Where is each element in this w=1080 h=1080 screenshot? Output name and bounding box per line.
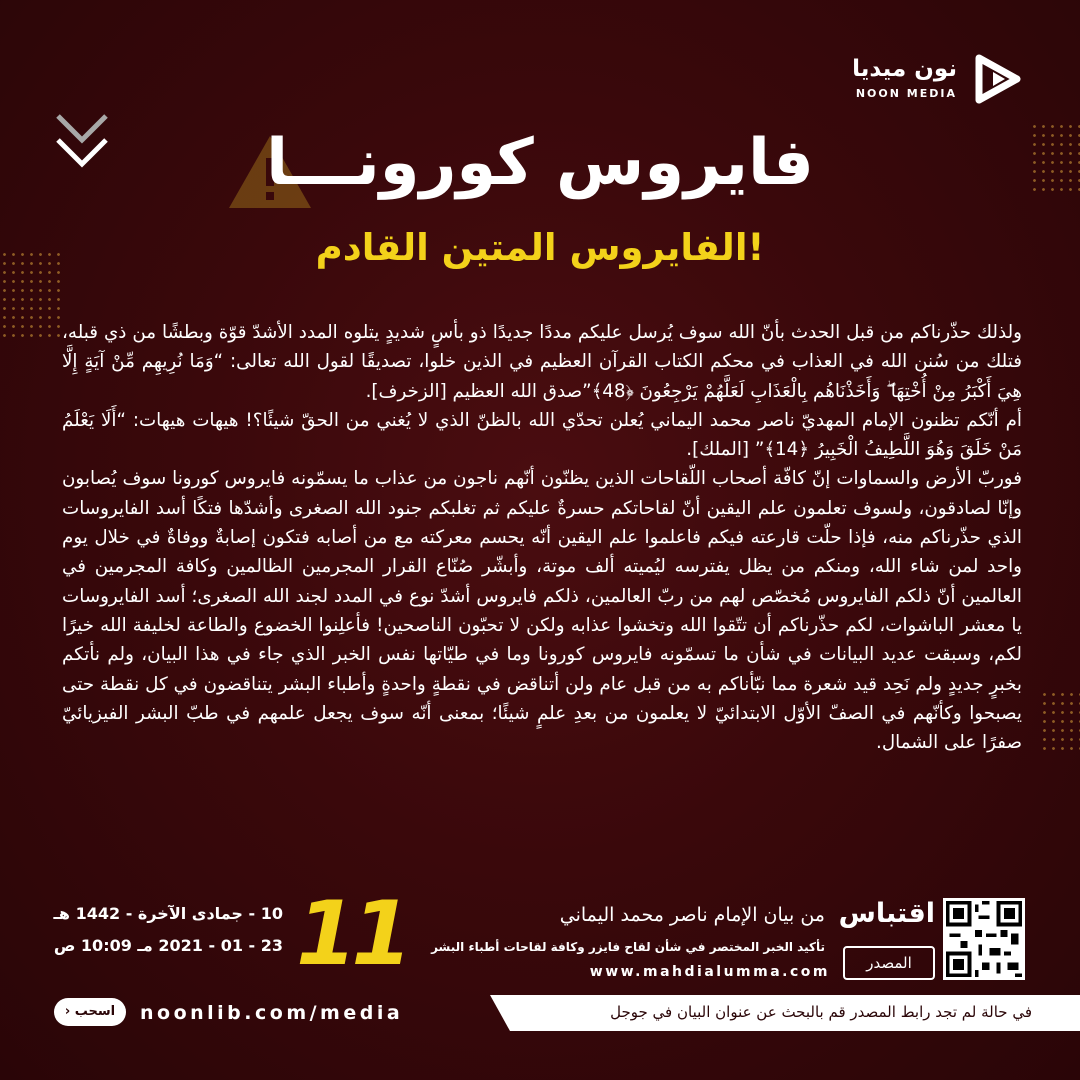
play-logo-icon	[971, 52, 1025, 106]
brand-name-en: NOON MEDIA	[855, 87, 957, 100]
quote-detail: تأكيد الخبر المختصر في شأن لقاح فايزر وكافة لقاحات أطباء البشر	[431, 940, 825, 954]
page-subtitle: الفايروس المتين القادم!	[315, 226, 765, 269]
paragraph: فوربّ الأرض والسماوات إنّ كافّة أصحاب اللّقاحات الذين يظنّون أنّهم ناجون من عذاب ما يسمّونه فايروس كورونا سوف يُصابون وإنّا لصادقون، ولسوف تعلمون علم اليقين أنّ لقاحاتكم حسرةٌ عليكم ثم تغلبكم جنود الله الصغرى وأشدّها فتكًا أسد الفايروسات الذي حذّرناكم منه، فإذا حلّت قارعته فيكم فاعلموا علم اليقين أنّه يحسم معركته مع من أصابه فتكون إصابةٌ ووفاةٌ في خلال يوم واحد لمن شاء الله، ومنكم من يظل يفترسه ليُميته ألف موتة، وأبشّر صُنّاع القرار المجرمين الظالمين وكافة المجرمين في العالمين أنّ ذلكم الفايروس مُخصّص لهم من ربّ العالمين، ذلكم فايروس أشدّ نوع في المدد لجند الله الصغرى؛ أسد الفايروسات يا معشر الباشوات، لكم حذّرناكم أن تتّقوا الله وتخشوا عذابه ولكن لا تحبّون الناصحين! فأعلِنوا الخضوع والطاعة لخليفة الله خيرًا لكم، وسبقت عديد البيانات في شأن ما تسمّونه فايروس كورونا وما في طيّاتها نفس الخبر الذي جاء في هذا البيان، ولم نأتكم بخبرٍ جديدٍ ولم نَحِد قيد شعرة مما نبّأناكم به من قبل عام ولن أتناقض في نقطةٍ واحدةٍ وأطباء البشر يتناقضون في كل نقطة حتى يصبحوا وكأنّهم في الصفّ الأوّل الابتدائيّ لا يعلمون من بعدِ علمٍ شيئًا؛ بمعنى أنّه سوف يجعل علمهم في طبّ البشر الفيزيائيّ صفرًا على الشمال.	[62, 468, 1022, 754]
notice-text: في حالة لم تجد رابط المصدر قم بالبحث عن عنوان البيان في جوجل	[610, 1003, 1032, 1021]
notice-bar	[0, 995, 1080, 1031]
chevron-right-icon: ›	[64, 1004, 71, 1019]
qr-code[interactable]	[943, 898, 1025, 980]
statement-body	[62, 318, 1022, 757]
date-gregorian: 23 - 01 - 2021 مـ 10:09 ص	[53, 936, 283, 955]
date-hijri: 10 - جمادى الآخرة - 1442 هـ	[53, 904, 283, 923]
issue-number: 11	[296, 882, 407, 985]
source-button[interactable]: المصدر	[843, 946, 935, 980]
site-link[interactable]: noonlib.com/media	[140, 1002, 404, 1024]
source-url[interactable]: www.mahdialumma.com	[589, 964, 830, 980]
swipe-label: اسحب	[74, 1004, 116, 1019]
brand-name-ar: نون ميديا	[852, 56, 957, 82]
quote-source: من بيان الإمام ناصر محمد اليماني	[559, 904, 825, 926]
page-title: فايروس كورونـــا	[266, 126, 814, 200]
paragraph: ولذلك حذّرناكم من قبل الحدث بأنّ الله سوف يُرسل عليكم مددًا جديدًا ذو بأسٍ شديدٍ يتلوه المدد الأشدّ قوّة وبطشًا من ذي قبله، فتلك من سُنن الله في العذاب في محكم الكتاب القرآن العظيم في الذين خلوا، تصديقًا لقول الله تعالى: “وَمَا نُرِيهِم مِّنْ آيَةٍ إِلَّا هِيَ أَكْبَرُ مِنْ أُخْتِهَا ۖ وَأَخَذْنَاهُم بِالْعَذَابِ لَعَلَّهُمْ يَرْجِعُونَ ﴿48﴾”صدق الله العظيم [الزخرف].	[62, 322, 1022, 402]
quote-label: اقتباس	[838, 898, 935, 929]
dots-decoration	[1040, 690, 1080, 750]
brand	[852, 52, 1025, 106]
paragraph: أم أنّكم تظنون الإمام المهديّ ناصر محمد اليماني يُعلن تحدّي الله بالظنّ الذي لا يُغني من الحقّ شيئًا؟! هيهات هيهات: “أَلَا يَعْلَمُ مَنْ خَلَقَ وَهُوَ اللَّطِيفُ الْخَبِيرُ ﴿14﴾” [الملك].	[62, 409, 1022, 461]
